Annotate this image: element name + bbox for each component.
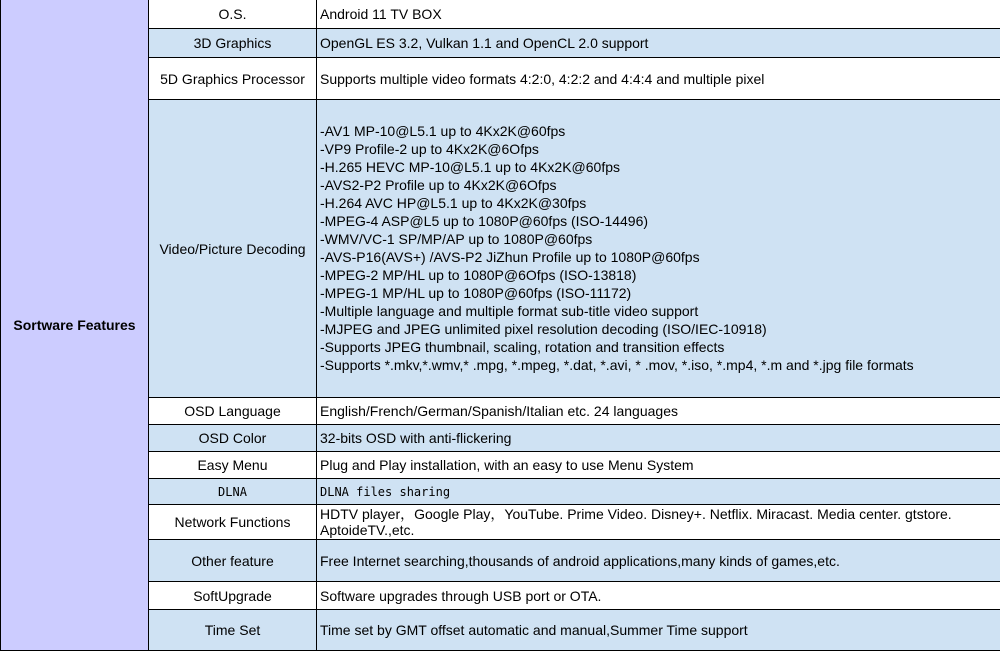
row-value-video-decoding — [316, 99, 1000, 398]
group-label: Sortware Features — [13, 317, 136, 333]
decoding-line: -Multiple language and multiple format sub-title video support — [320, 303, 699, 319]
decoding-line: -WMV/VC-1 SP/MP/AP up to 1080P@60fps — [320, 231, 593, 247]
decoding-line: -Supports JPEG thumbnail, scaling, rotation and transition effects — [320, 339, 725, 355]
decoding-line: -Supports *.mkv,*.wmv,* .mpg, *.mpeg, *.dat, *.avi, * .mov, *.iso, *.mp4, *.m and *.jpg file formats — [320, 357, 914, 373]
row-value-other-feature: Free Internet searching,thousands of android applications,many kinds of games,etc. — [316, 539, 1000, 582]
row-label-softupgrade: SoftUpgrade — [148, 581, 317, 610]
row-label-dlna: DLNA — [148, 478, 317, 505]
group-cell — [0, 0, 149, 651]
row-value-os: Android 11 TV BOX — [316, 0, 1000, 29]
decoding-line: -AV1 MP-10@L5.1 up to 4Kx2K@60fps — [320, 123, 566, 139]
decoding-line: -H.265 HEVC MP-10@L5.1 up to 4Kx2K@60fps — [320, 159, 621, 175]
decoding-line: -MPEG-4 ASP@L5 up to 1080P@60fps (ISO-14496) — [320, 213, 649, 229]
decoding-line: -AVS2-P2 Profile up to 4Kx2K@6Ofps — [320, 177, 557, 193]
row-value-time-set: Time set by GMT offset automatic and manual,Summer Time support — [316, 609, 1000, 651]
row-value-osd-color: 32-bits OSD with anti-flickering — [316, 424, 1000, 452]
row-label-easy-menu: Easy Menu — [148, 451, 317, 479]
row-label-osd-color: OSD Color — [148, 424, 317, 452]
decoding-line: -H.264 AVC HP@L5.1 up to 4Kx2K@30fps — [320, 195, 587, 211]
row-label-osd-language: OSD Language — [148, 397, 317, 425]
row-label-3d-graphics: 3D Graphics — [148, 28, 317, 58]
row-label-other-feature: Other feature — [148, 539, 317, 582]
row-value-easy-menu: Plug and Play installation, with an easy to use Menu System — [316, 451, 1000, 479]
row-value-dlna: DLNA files sharing — [316, 478, 1000, 505]
decoding-line: -AVS-P16(AVS+) /AVS-P2 JiZhun Profile up to 1080P@60fps — [320, 249, 700, 265]
decoding-line: -VP9 Profile-2 up to 4Kx2K@6Ofps — [320, 141, 539, 157]
row-value-5d-graphics-processor: Supports multiple video formats 4:2:0, 4:2:2 and 4:4:4 and multiple pixel — [316, 57, 1000, 100]
row-value-softupgrade: Software upgrades through USB port or OTA. — [316, 581, 1000, 610]
decoding-line: -MPEG-2 MP/HL up to 1080P@6Ofps (ISO-13818) — [320, 267, 637, 283]
row-label-os: O.S. — [148, 0, 317, 29]
row-label-network-functions: Network Functions — [148, 504, 317, 540]
decoding-line: -MPEG-1 MP/HL up to 1080P@60fps (ISO-11172) — [320, 285, 632, 301]
decoding-line: -MJPEG and JPEG unlimited pixel resolution decoding (ISO/IEC-10918) — [320, 321, 767, 337]
row-value-network-functions: HDTV player，Google Play，YouTube. Prime Video. Disney+. Netflix. Miracast. Media center. gtstore. AptoideTV.,etc. — [316, 504, 1000, 540]
row-label-5d-graphics-processor: 5D Graphics Processor — [148, 57, 317, 100]
row-label-video-decoding: Video/Picture Decoding — [148, 99, 317, 398]
row-value-osd-language: English/French/German/Spanish/Italian etc. 24 languages — [316, 397, 1000, 425]
row-label-time-set: Time Set — [148, 609, 317, 651]
row-value-3d-graphics: OpenGL ES 3.2, Vulkan 1.1 and OpenCL 2.0 support — [316, 28, 1000, 58]
